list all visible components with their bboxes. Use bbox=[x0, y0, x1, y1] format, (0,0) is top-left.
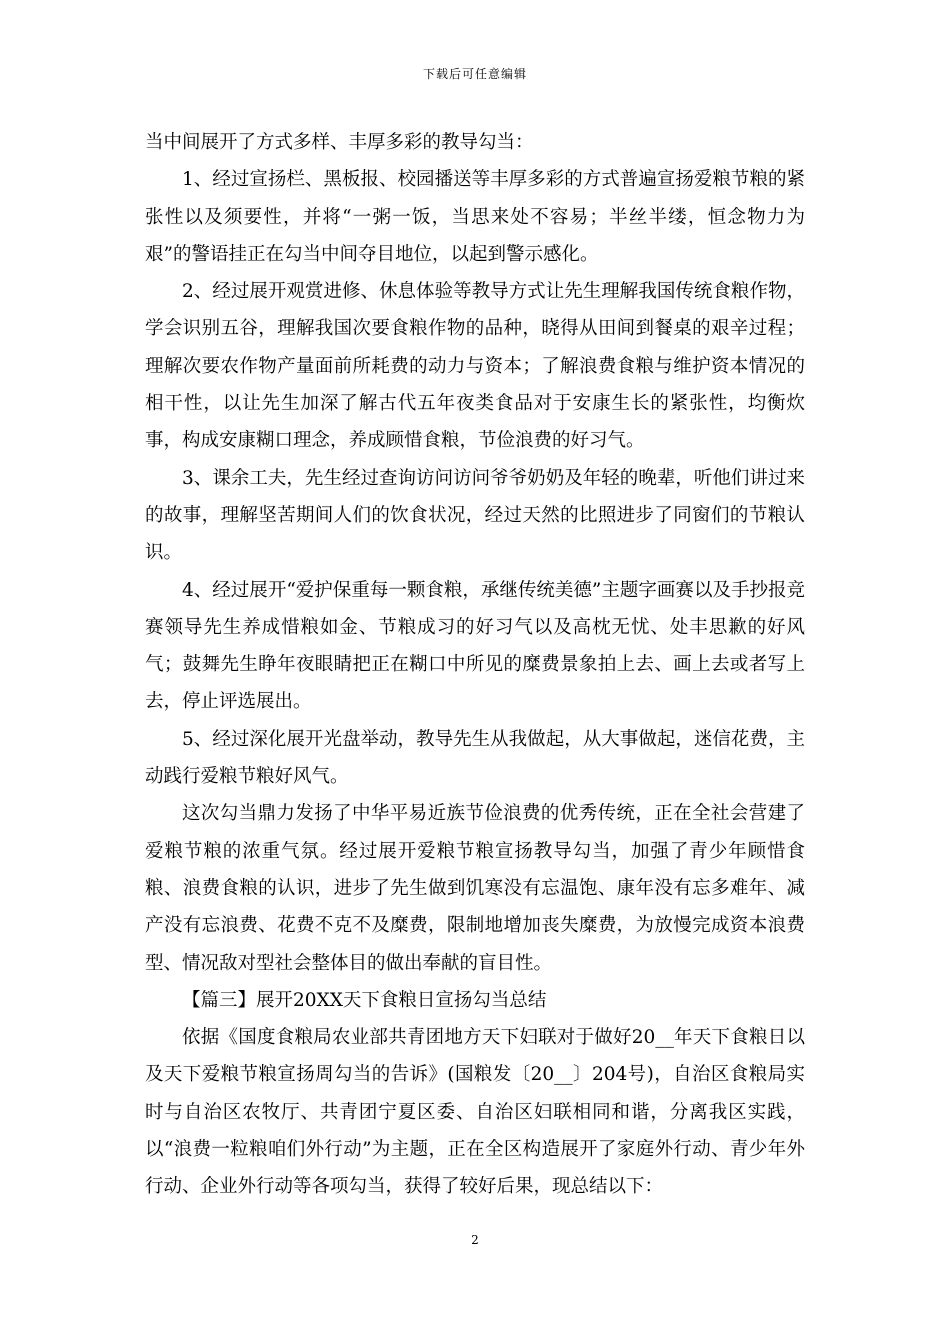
section-heading: 【篇三】展开20XX天下食粮日宣扬勾当总结 bbox=[182, 989, 547, 1011]
paragraph-summary: 这次勾当鼎力发扬了中华平易近族节俭浪费的优秀传统，正在全社会营建了爱粮节粮的浓重气氛。经过展开爱粮节粮宣扬教导勾当，加强了青少年顾惜食粮、浪费食粮的认识，进步了先生做到饥寒没有忘温饱、康年没有忘多难年、减产没有忘浪费、花费不克不及糜费，限制地增加丧失糜费，为放慢完成资本浪费型、情况敌对型社会整体目的做出奉献的盲目性。 bbox=[145, 803, 805, 974]
paragraph-item-2: 2、经过展开观赏进修、休息体验等教导方式让先生理解我国传统食粮作物，学会识别五谷，理解我国次要食粮作物的品种，晓得从田间到餐桌的艰辛过程；理解次要农作物产量面前所耗费的动力与资本；了解浪费食粮与维护资本情况的相干性，以让先生加深了解古代五年夜类食品对于安康生长的紧张性，均衡炊事，构成安康糊口理念，养成顾惜食粮，节俭浪费的好习气。 bbox=[145, 281, 805, 452]
paragraph-item-1: 1、经过宣扬栏、黑板报、校园播送等丰厚多彩的方式普遍宣扬爱粮节粮的紧张性以及须要性，并将“一粥一饭，当思来处不容易；半丝半缕，恒念物力为艰”的警语挂正在勾当中间夺目地位，以起到警示感化。 bbox=[145, 169, 805, 265]
paragraph-item-3: 3、课余工夫，先生经过查询访问访问爷爷奶奶及年轻的晚辈，听他们讲过来的故事，理解坚苦期间人们的饮食状况，经过天然的比照进步了同窗们的节粮认识。 bbox=[145, 467, 805, 564]
paragraph-section-intro: 依据《国度食粮局农业部共青团地方天下妇联对于做好20__年天下食粮日以及天下爱粮节粮宣扬周勾当的告诉》(国粮发〔20__〕204号)，自治区食粮局实时与自治区农牧厅、共青团宁夏区委、自治区妇联相同和谐，分离我区实践，以“浪费一粒粮咱们外行动”为主题，正在全区构造展开了家庭外行动、青少年外行动、企业外行动等各项勾当，获得了较好后果，现总结以下： bbox=[145, 1027, 805, 1198]
paragraph-item-4: 4、经过展开“爱护保重每一颗食粮，承继传统美德”主题字画赛以及手抄报竞赛领导先生养成惜粮如金、节粮成习的好习气以及高枕无忧、处丰思歉的好风气；鼓舞先生睁年夜眼睛把正在糊口中所见的糜费景象拍上去、画上去或者写上去，停止评选展出。 bbox=[145, 579, 805, 713]
paragraph-continuation: 当中间展开了方式多样、丰厚多彩的教导勾当： bbox=[145, 132, 534, 153]
paragraph-item-5: 5、经过深化展开光盘举动，教导先生从我做起，从大事做起，迷信花费，主动践行爱粮节粮好风气。 bbox=[145, 728, 805, 788]
document-body bbox=[145, 124, 805, 1206]
page-number: 2 bbox=[471, 1233, 479, 1247]
page-header: 下载后可任意编辑 bbox=[422, 67, 527, 81]
